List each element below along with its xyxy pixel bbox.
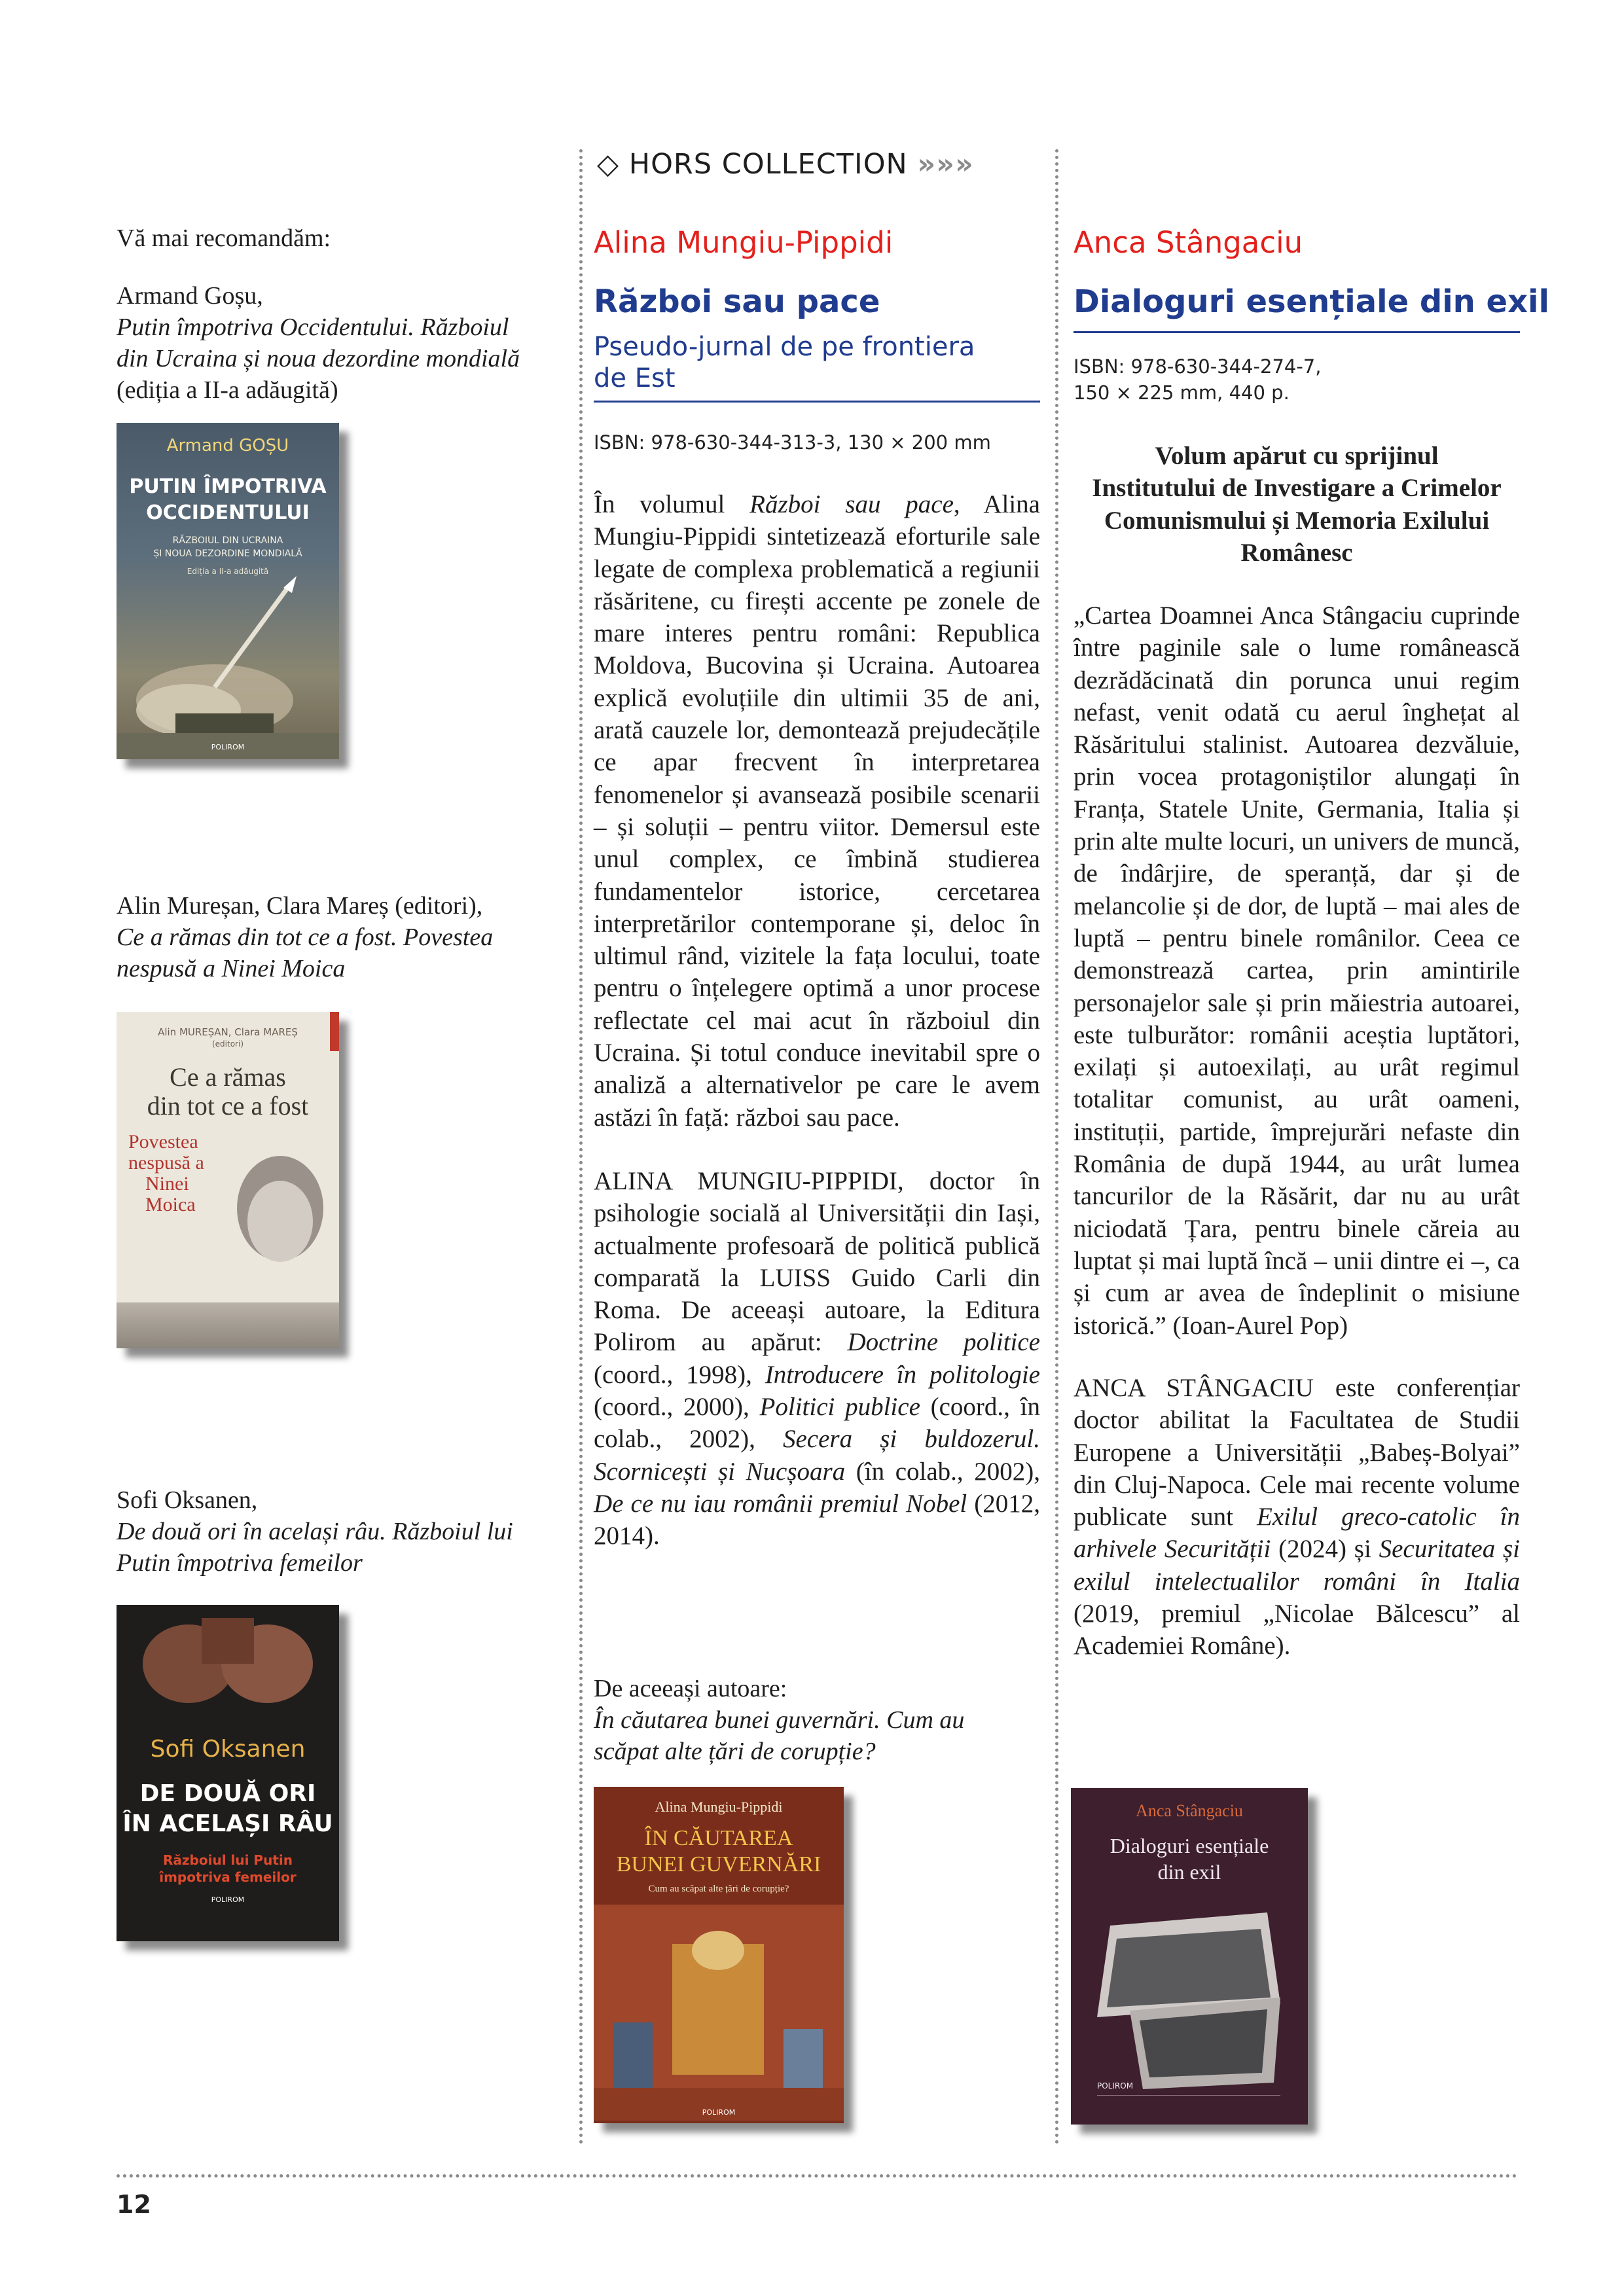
title-underline (594, 401, 1040, 403)
book-author: Alina Mungiu-Pippidi (594, 225, 893, 260)
cover-subtitle-4: Moica (145, 1194, 196, 1215)
cover-subtitle-1: Povestea (128, 1131, 198, 1153)
cover-subtitle-line1: RĂZBOIUL DIN UCRAINA (172, 535, 283, 546)
cover-author: Anca Stângaciu (1136, 1801, 1243, 1820)
rocket-launch-illustration (117, 563, 339, 759)
fresco-illustration (594, 1905, 844, 2121)
cover-editors: Alin MUREȘAN, Clara MAREȘ (158, 1026, 298, 1038)
cover-publisher: POLIROM (211, 743, 245, 751)
book-description: În volumul Război sau pace, Alina Mungiu-Pippidi sintetizează eforturile sale legate de complexa problematică a regiunii răsăritene, cu firești accente pe zonele de mare interes pentru români: Republica Moldova, Bucovina și Ucraina. Autoarea explică evoluțiile din ultimii 35 de ani, arată cauzele lor, demontează prejudecățile ce apar frecvent în interpretarea fenomenelor și avansează posibile scenarii – și soluții – pentru viitor. Demersul este unul complex, ce îmbină studierea fundamentelor istorice, cercetarea interpretărilor contemporane și, deloc în ultimul rând, vizitele la fața locului, toate pentru o înțelegere optimă a unor procese reflectate cel mai acut în războiul din Ucraina. Și totul conduce inevitabil spre o analiză a alternativelor pe care le avem astăzi în față: război sau pace. (594, 490, 1040, 1132)
recommendation-title: Ce a rămas din tot ce a fost. Povestea nespusă a Ninei Moica (117, 924, 494, 982)
cover-publisher: POLIROM (211, 1895, 245, 1904)
cover-title-line1: Dialoguri esențiale (1110, 1834, 1269, 1857)
section-label (597, 148, 974, 181)
cover-subtitle-2: nespusă a (128, 1152, 204, 1174)
book-isbn: ISBN: 978-630-344-274-7, 150 × 225 mm, 440 p. (1074, 355, 1322, 404)
cover-subtitle-3: Ninei (145, 1173, 189, 1194)
column-separator-right (1055, 149, 1058, 2145)
cover-subtitle-line1: Războiul lui Putin (163, 1852, 293, 1868)
recommendation-title: De două ori în același râu. Războiul lui Putin împotriva femeilor (117, 1518, 513, 1577)
cover-strip (330, 1012, 339, 1051)
recommendation-3 (117, 1484, 535, 1579)
cover-bottom-photo (117, 1302, 339, 1348)
cover-footer-text (1097, 2095, 1280, 2111)
cover-title-line1: DE DOUĂ ORI (139, 1780, 316, 1807)
recommend-heading: Vă mai recomandăm: (117, 224, 331, 252)
also-by-author (594, 1673, 986, 1767)
recommendation-author: Alin Mureșan, Clara Mareș (editori), (117, 892, 483, 920)
arrows-icon: »»» (917, 148, 974, 181)
cover-publisher: POLIROM (1097, 2081, 1134, 2090)
book-cover-putin[interactable] (117, 423, 339, 759)
book-cover-ce-a-ramas[interactable] (117, 1012, 339, 1348)
also-title: În căutarea bunei guvernări. Cum au scăpat alte țări de corupție? (594, 1706, 965, 1765)
cover-title-line2: din exil (1157, 1860, 1221, 1884)
support-note: Volum apărut cu sprijinul Institutului de Investigare a Crimelor Comunismului și Memoria Exilului Românesc (1092, 442, 1502, 567)
book-title: Dialoguri esențiale din exil (1074, 283, 1549, 320)
author-bio: ALINA MUNGIU-PIPPIDI, doctor în psihologie socială al Universității din Iași, actualmente profesoară de politică publică comparată la LUISS Guido Carli din Roma. De aceeași autoare, la Editura Polirom au apărut: Doctrine politice (coord., 1998), Introducere în politologie (coord., 2000), Politici publice (coord., în colab., 2002), Secera și buldozerul. Scornicești și Nucșoara (în colab., 2002), De ce nu iau românii premiul Nobel (2012, 2014). (594, 1167, 1041, 1551)
cover-title-line1: PUTIN ÎMPOTRIVA (129, 475, 327, 498)
column-separator-left (579, 149, 583, 2145)
section-label-text: HORS COLLECTION (628, 148, 908, 181)
also-label: De aceeași autoare: (594, 1675, 787, 1702)
cover-author: Armand GOȘU (166, 436, 289, 456)
cover-author: Sofi Oksanen (150, 1736, 306, 1763)
torn-photos-illustration (1071, 1899, 1308, 2096)
book-cover-sofi-oksanen[interactable] (117, 1605, 339, 1941)
cover-subtitle: Cum au scăpat alte țări de corupție? (648, 1884, 789, 1894)
cover-edition: Ediția a II-a adăugită (187, 567, 269, 576)
book-cover-buna-guvernare[interactable] (594, 1787, 844, 2123)
footer-separator (117, 2174, 1517, 2178)
recommendation-author: Armand Goșu, (117, 282, 263, 310)
recommendation-title: Putin împotriva Occidentului. Războiul din Ucraina și noua dezordine mondială (117, 314, 520, 372)
book-title: Război sau pace (594, 283, 880, 320)
diamond-icon: ◇ (597, 148, 620, 181)
book-cover-dialoguri[interactable] (1071, 1788, 1308, 2125)
recommendation-1 (117, 280, 535, 406)
recommendation-note: (ediția a II-a adăugită) (117, 376, 338, 404)
cover-subtitle-line2: împotriva femeilor (159, 1869, 297, 1885)
book-isbn: ISBN: 978-630-344-313-3, 130 × 200 mm (594, 431, 991, 454)
cover-title-line1: Ce a rămas (170, 1062, 286, 1092)
cover-editors-note: (editori) (211, 1039, 244, 1049)
hands-illustration (117, 1605, 339, 1723)
page-number: 12 (117, 2190, 151, 2219)
cover-author: Alina Mungiu-Pippidi (655, 1799, 783, 1815)
cover-title-line1: ÎN CĂUTAREA (644, 1826, 793, 1850)
cover-title-line2: BUNEI GUVERNĂRI (616, 1852, 821, 1876)
cover-subtitle-line2: ȘI NOUA DEZORDINE MONDIALĂ (153, 548, 302, 559)
title-underline (1074, 331, 1520, 333)
book-author: Anca Stângaciu (1074, 225, 1303, 260)
recommendation-2 (117, 890, 535, 984)
book-quote: „Cartea Doamnei Anca Stângaciu cuprinde între paginile sale o lume românească dezrădăcinată din porunca unui regim nefast, venit odată cu aerul înghețat al Răsăritului stalinist. Autoarea dezvăluie, prin vocea protagoniștilor alungați în Franța, Statele Unite, Germania, Italia și prin alte multe locuri, un univers de muncă, de îndârjire, de speranță, dar și de melancolie și de dor, de luptă – mai ales de luptă – pentru binele românilor. Ceea ce demonstrează cartea, prin amintirile personajelor sale și prin măiestria autoarei, este tulburător: românii aceștia luptători, exilați și autoexilați, au urât regimul totalitar comunist, au urât oameni, instituții, partide, împrejurări nefaste din România de după 1944, au urât lumea tancurilor de la Răsărit, dar nu au urât niciodată Țara, pentru binele căreia au luptat și mai luptă încă – unii dintre ei –, ca și cum ar avea de îndeplinit o misiune istorică.” (Ioan-Aurel Pop) (1074, 601, 1520, 1340)
cover-title-line2: OCCIDENTULUI (146, 501, 310, 524)
book-subtitle: Pseudo-jurnal de pe frontiera de Est (594, 332, 975, 393)
cover-publisher: POLIROM (702, 2108, 736, 2117)
cover-title-line2: ÎN ACELAȘI RÂU (122, 1810, 333, 1837)
author-bio: ANCA STÂNGACIU este conferențiar doctor abilitat la Facultatea de Studii Europene a Universității „Babeș-Bolyai” din Cluj-Napoca. Cele mai recente volume publicate sunt Exilul greco-catolic în arhivele Securității (2024) și Securitatea și exilul intelectualilor români în Italia (2019, premiul „Nicolae Bălcescu” al Academiei Române). (1074, 1374, 1520, 1660)
recommendation-author: Sofi Oksanen, (117, 1486, 258, 1514)
cover-title-line2: din tot ce a fost (147, 1091, 309, 1121)
